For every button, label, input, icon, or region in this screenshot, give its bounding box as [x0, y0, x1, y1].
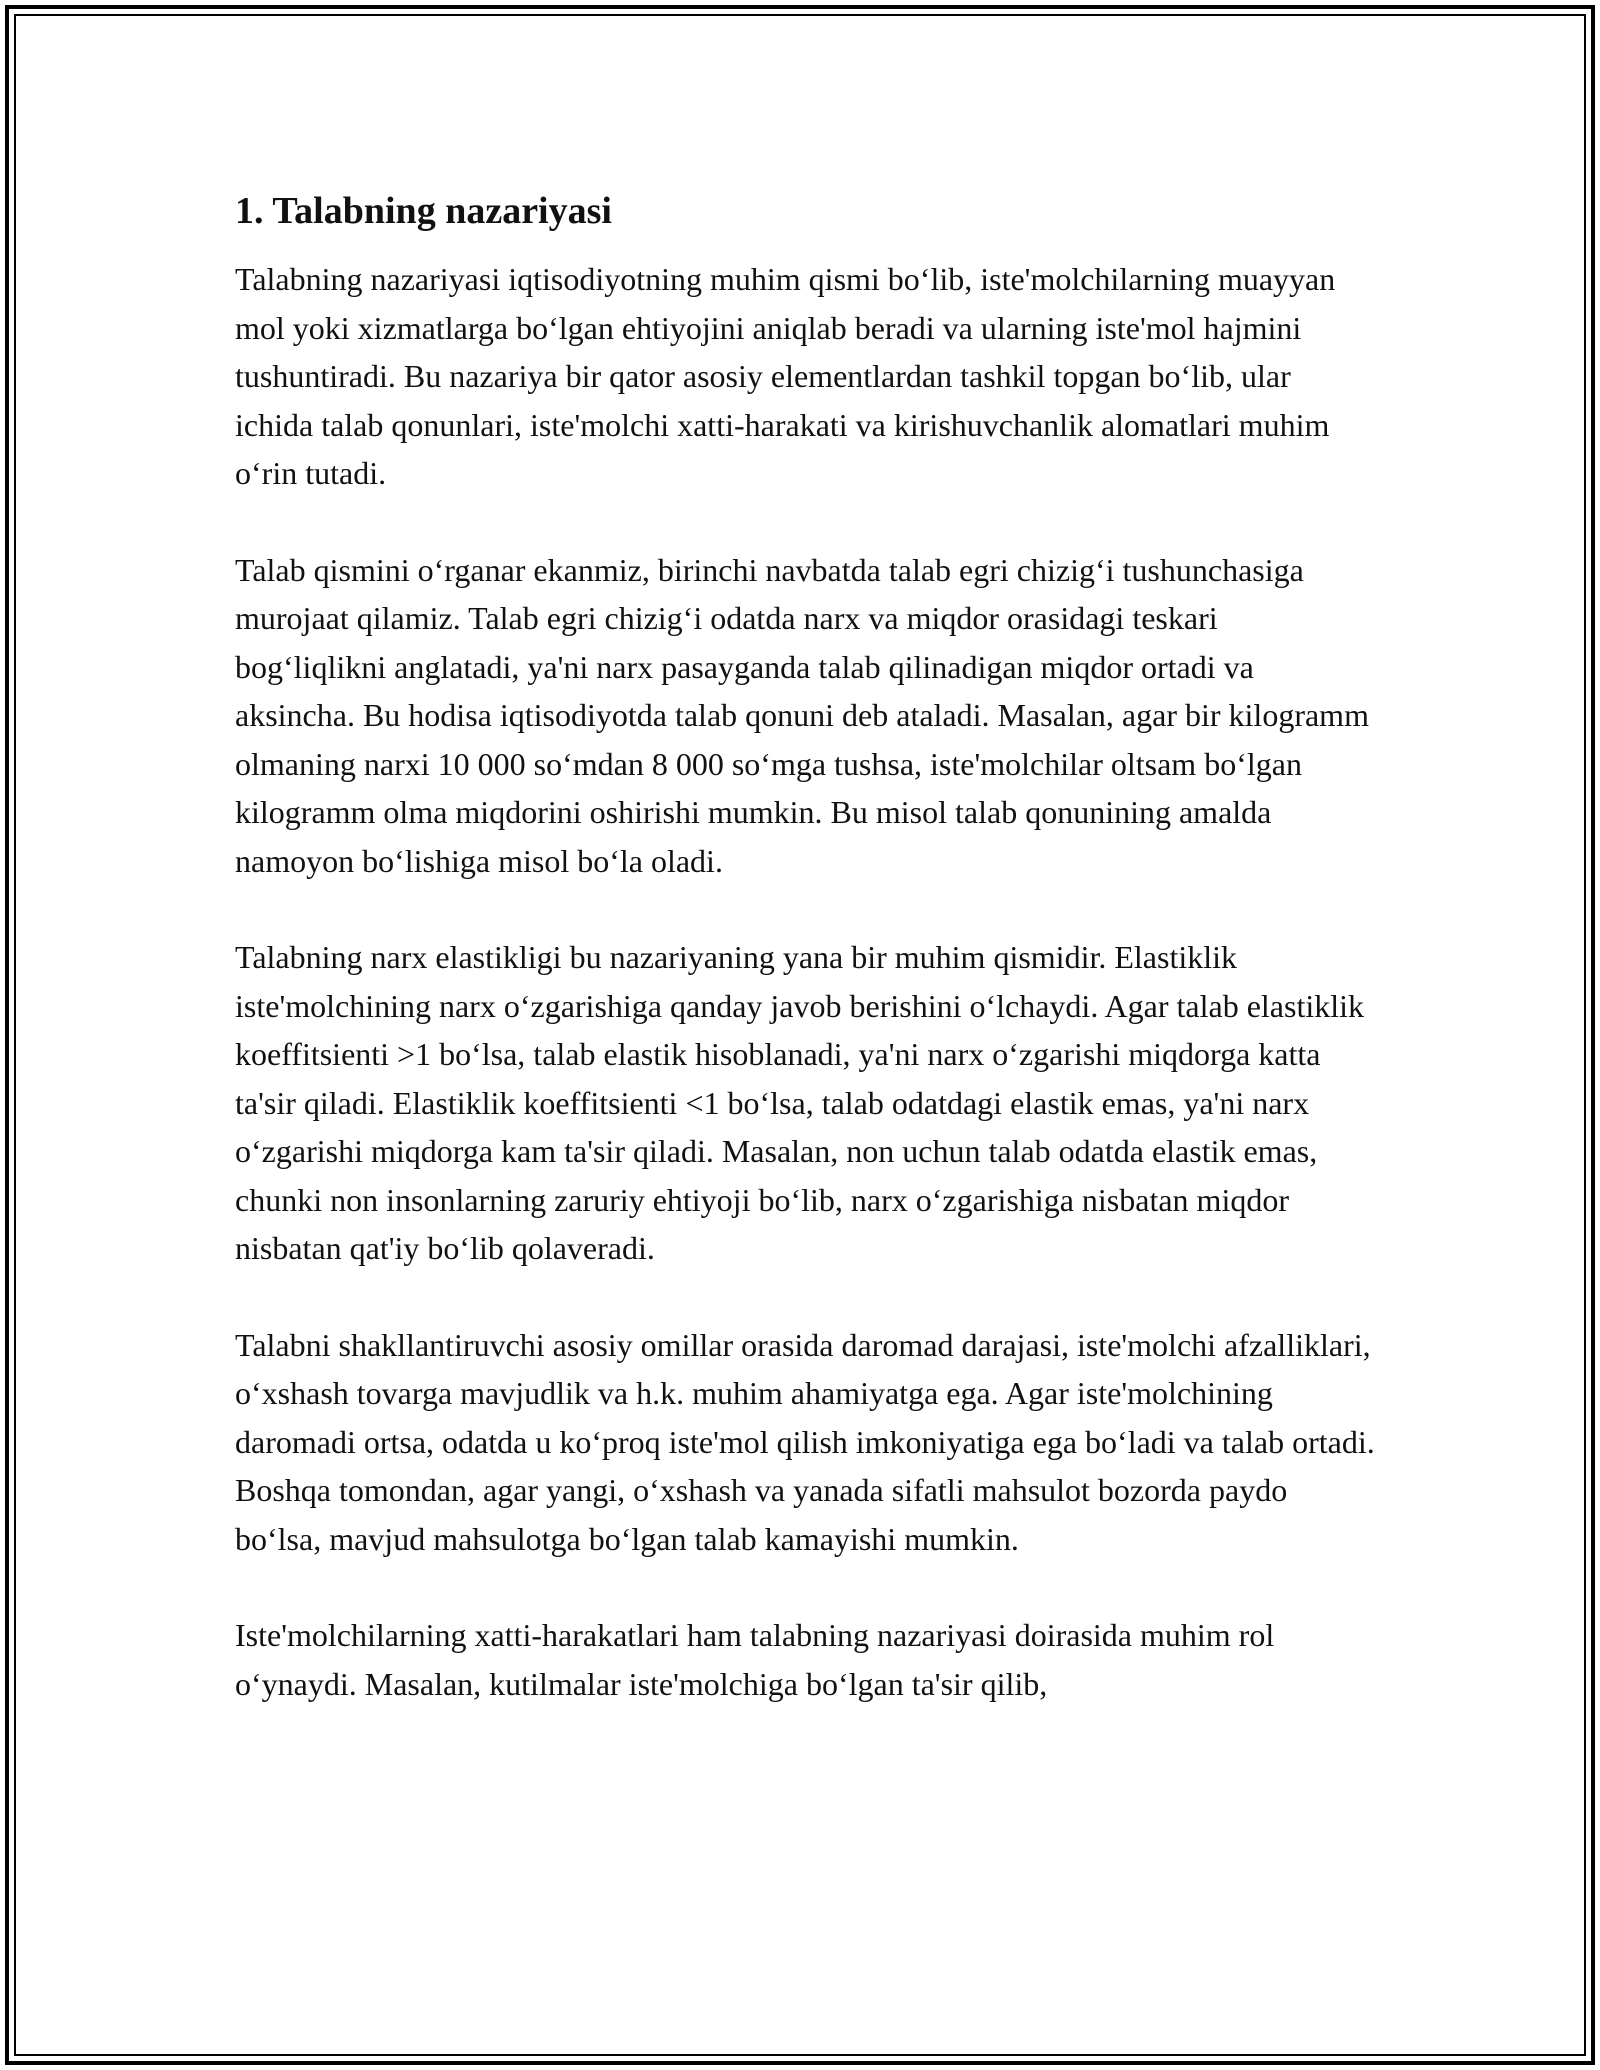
section-heading: 1. Talabning nazariyasi [235, 190, 612, 232]
document-body [235, 185, 1375, 1756]
paragraph-2: Talab qismini o‘rganar ekanmiz, birinchi navbatda talab egri chizig‘i tushunchasiga murojaat qilamiz. Talab egri chizig‘i odatda narx va miqdor orasidagi teskari bog‘liqlikni anglatadi, ya'ni narx pasayganda talab qilinadigan miqdor ortadi va aksincha. Bu hodisa iqtisodiyotda talab qonuni deb ataladi. Masalan, agar bir kilogramm olmaning narxi 10 000 so‘mdan 8 000 so‘mga tushsa, iste'molchilar oltsam bo‘lgan kilogramm olma miqdorini oshirishi mumkin. Bu misol talab qonunining amalda namoyon bo‘lishiga misol bo‘la oladi. [235, 551, 1369, 879]
paragraph-4: Talabni shakllantiruvchi asosiy omillar orasida daromad darajasi, iste'molchi afzalliklari, o‘xshash tovarga mavjudlik va h.k. muhim ahamiyatga ega. Agar iste'molchining daromadi ortsa, odatda u ko‘proq iste'mol qilish imkoniyatiga ega bo‘ladi va talab ortadi. Boshqa tomondan, agar yangi, o‘xshash va yanada sifatli mahsulot bozorda paydo bo‘lsa, mavjud mahsulotga bo‘lgan talab kamayishi mumkin. [235, 1326, 1375, 1557]
paragraph-5: Iste'molchilarning xatti-harakatlari ham talabning nazariyasi doirasida muhim rol o‘ynaydi. Masalan, kutilmalar iste'molchiga bo‘lgan ta'sir qilib, [235, 1617, 1275, 1702]
paragraph-1: Talabning nazariyasi iqtisodiyotning muhim qismi bo‘lib, iste'molchilarning muayyan mol yoki xizmatlarga bo‘lgan ehtiyojini aniqlab beradi va ularning iste'mol hajmini tushuntiradi. Bu nazariya bir qator asosiy elementlardan tashkil topgan bo‘lib, ular ichida talab qonunlari, iste'molchi xatti-harakati va kirishuvchanlik alomatlari muhim o‘rin tutadi. [235, 261, 1336, 491]
paragraph-3: Talabning narx elastikligi bu nazariyaning yana bir muhim qismidir. Elastiklik iste'molchining narx o‘zgarishiga qanday javob berishini o‘lchaydi. Agar talab elastiklik koeffitsienti >1 bo‘lsa, talab elastik hisoblanadi, ya'ni narx o‘zgarishi miqdorga katta ta'sir qiladi. Elastiklik koeffitsienti <1 bo‘lsa, talab odatdagi elastik emas, ya'ni narx o‘zgarishi miqdorga kam ta'sir qiladi. Masalan, non uchun talab odatda elastik emas, chunki non insonlarning zaruriy ehtiyoji bo‘lib, narx o‘zgarishiga nisbatan miqdor nisbatan qat'iy bo‘lib qolaveradi. [235, 939, 1365, 1266]
